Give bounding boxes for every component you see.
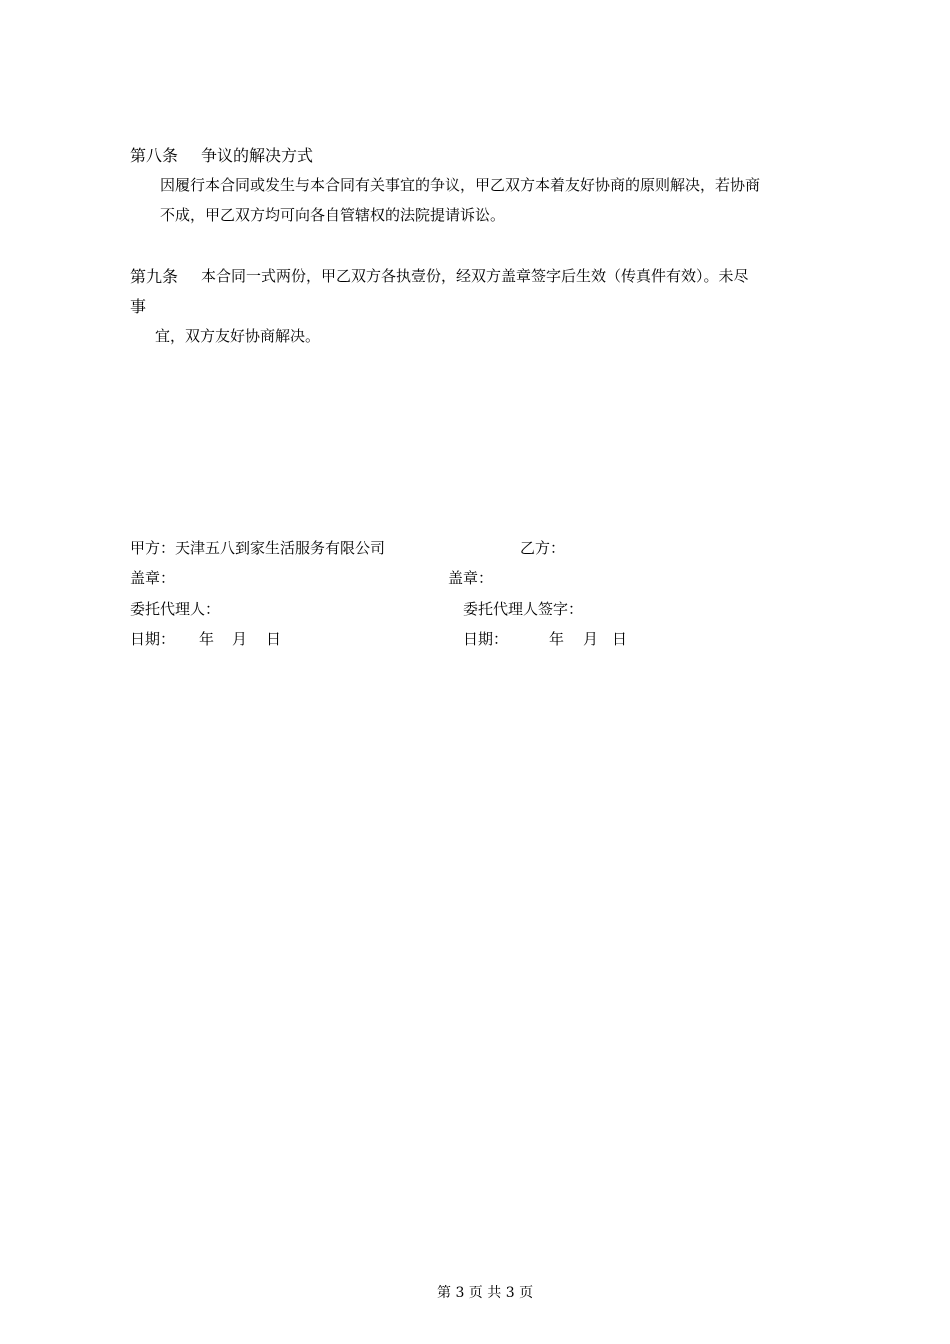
party-a-name: 甲方：天津五八到家生活服务有限公司 — [130, 539, 386, 557]
article-8-title: 争议的解决方式 — [201, 146, 314, 165]
party-a-seal-label: 盖章： — [130, 569, 176, 587]
party-b-date-year: 年 — [549, 630, 565, 648]
article-8-number: 第八条 — [130, 146, 179, 165]
party-a-date-label: 日期： — [130, 630, 176, 648]
party-b-seal-label: 盖章： — [448, 569, 494, 587]
party-a-date-day: 日 — [266, 630, 282, 648]
party-b-date-label: 日期： — [463, 630, 509, 648]
party-a-agent-label: 委托代理人： — [130, 600, 221, 618]
party-b-agent-label: 委托代理人签字： — [463, 600, 584, 618]
party-a-date-month: 月 — [232, 630, 248, 648]
article-8-text-line-1: 因履行本合同或发生与本合同有关事宜的争议，甲乙双方本着友好协商的原则解决，若协商 — [160, 176, 761, 194]
page-footer: 第 3 页 共 3 页 — [437, 1285, 534, 1301]
party-b-name: 乙方： — [520, 539, 566, 557]
article-9-text-wrap: 事 — [130, 297, 147, 316]
party-a-date-year: 年 — [199, 630, 215, 648]
party-b-date-month: 月 — [583, 630, 599, 648]
article-9-text-line-2: 宜，双方友好协商解决。 — [155, 327, 321, 345]
article-8-text-line-2: 不成，甲乙双方均可向各自管辖权的法院提请诉讼。 — [160, 206, 506, 224]
party-b-date-day: 日 — [612, 630, 628, 648]
article-9-number: 第九条 — [130, 267, 179, 286]
article-9-text-line-1: 本合同一式两份，甲乙双方各执壹份，经双方盖章签字后生效（传真件有效）。未尽 — [201, 267, 749, 285]
